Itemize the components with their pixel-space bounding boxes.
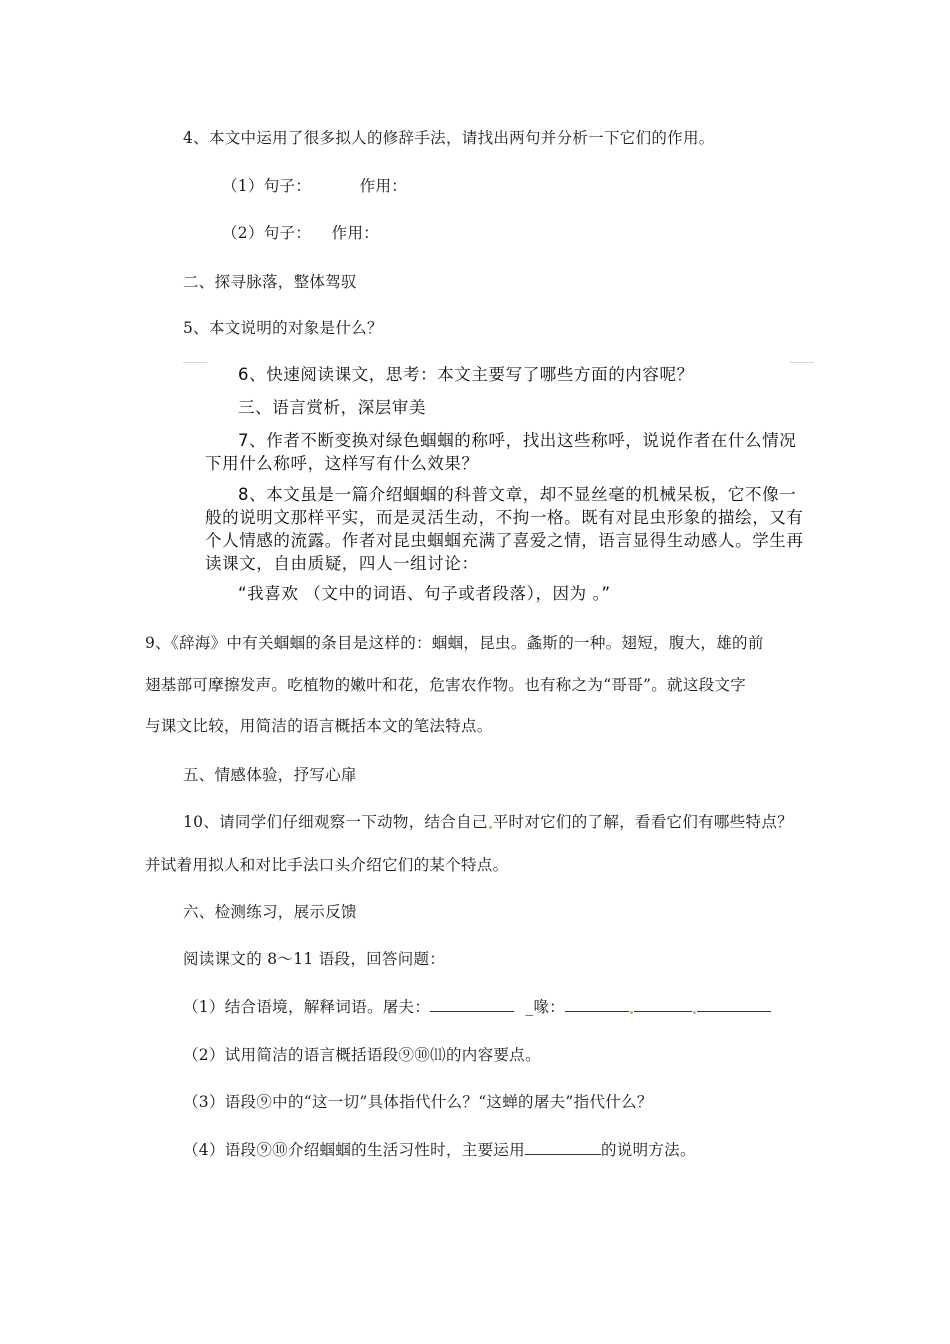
question-9-line-2: 翅基部可摩擦发声。吃植物的嫩叶和花，危害农作物。也有称之为“哥哥”。就这段文字 <box>145 676 747 694</box>
item-2-effect-label: 作用： <box>331 224 380 242</box>
question-8-line-2: 般的说明文那样平实，而是灵活生动，不拘一格。既有对昆虫形象的描绘，又有 <box>205 508 804 527</box>
scan-edge-left <box>183 362 207 363</box>
beak-answer-blank-3[interactable] <box>697 997 771 1012</box>
beak-answer-blank-1[interactable] <box>565 997 629 1012</box>
section-5-heading: 五、情感体验，抒写心扉 <box>183 766 357 784</box>
sub-question-4 <box>183 1140 696 1160</box>
reading-intro: 阅读课文的 8～11 语段，回答问题： <box>183 950 446 968</box>
question-4-item-1 <box>222 176 407 196</box>
question-8-quote: “我喜欢 （文中的词语、句子或者段落），因为 。” <box>238 584 611 603</box>
sub-question-1-prefix: （1）结合语境，解释词语。屠夫： <box>183 998 431 1016</box>
question-6-prompt: 6、快速阅读课文，思考：本文主要写了哪些方面的内容呢？ <box>238 365 694 384</box>
section-6-heading: 六、检测练习，展示反馈 <box>183 903 357 921</box>
question-4-item-2 <box>222 223 379 243</box>
question-7-line-1: 7、作者不断变换对绿色蝈蝈的称呼，找出这些称呼，说说作者在什么情况 <box>238 431 797 450</box>
butcher-answer-blank[interactable] <box>430 997 514 1012</box>
item-1-effect-label: 作用： <box>359 177 408 195</box>
sub-question-1 <box>183 997 771 1017</box>
question-8-line-3: 个人情感的流露。作者对昆虫蝈蝈充满了喜爱之情，语言显得生动感人。学生再 <box>205 531 804 550</box>
question-9-line-3: 与课文比较，用简洁的语言概括本文的笔法特点。 <box>145 717 493 735</box>
section-2-heading: 二、探寻脉落，整体驾驭 <box>183 273 357 291</box>
question-10-line-1-part-b: 平时对它们的了解，看看它们有哪些特点？ <box>492 813 793 831</box>
sub-question-3: （3）语段⑨中的“这一切”具体指代什么？“这蝉的屠夫”指代什么？ <box>183 1093 653 1111</box>
item-1-sentence-label: （1）句子： <box>222 177 312 195</box>
question-10-line-1-part-a: 10、请同学们仔细观察一下动物，结合自己 <box>183 813 488 831</box>
question-4-prompt: 4、本文中运用了很多拟人的修辞手法，请找出两句并分析一下它们的作用。 <box>183 129 715 147</box>
beak-answer-blank-2[interactable] <box>634 997 692 1012</box>
section-3-heading: 三、语言赏析，深层审美 <box>238 398 427 417</box>
scan-edge-right <box>790 362 814 363</box>
question-7-line-2: 下用什么称呼，这样写有什么效果？ <box>205 454 479 473</box>
sub-question-2: （2）试用简洁的语言概括语段⑨⑩⑾的内容要点。 <box>183 1046 541 1064</box>
question-5-prompt: 5、本文说明的对象是什么？ <box>183 319 383 337</box>
explanation-method-blank[interactable] <box>525 1140 601 1155</box>
question-9-line-1: 9、《辞海》中有关蝈蝈的条目是这样的：蝈蝈，昆虫。螽斯的一种。翅短，腹大，雄的前 <box>145 634 764 652</box>
question-10-line-1 <box>183 812 793 832</box>
question-8-line-4: 读课文，自由质疑，四人一组讨论： <box>205 554 479 573</box>
scan-dot-mark <box>489 826 492 829</box>
sub-question-4-prefix: （4）语段⑨⑩介绍蝈蝈的生活习性时，主要运用 <box>183 1141 525 1159</box>
scan-dot-mark <box>630 1011 633 1014</box>
scan-dot-mark <box>693 1011 696 1014</box>
question-10-line-2: 并试着用拟人和对比手法口头介绍它们的某个特点。 <box>145 856 509 874</box>
sub-question-1-mid: _喙： <box>525 998 566 1016</box>
question-8-line-1: 8、本文虽是一篇介绍蝈蝈的科普文章，却不显丝毫的机械呆板，它不像一 <box>238 485 797 504</box>
sub-question-4-suffix: 的说明方法。 <box>600 1141 696 1159</box>
item-2-sentence-label: （2）句子： <box>222 224 312 242</box>
